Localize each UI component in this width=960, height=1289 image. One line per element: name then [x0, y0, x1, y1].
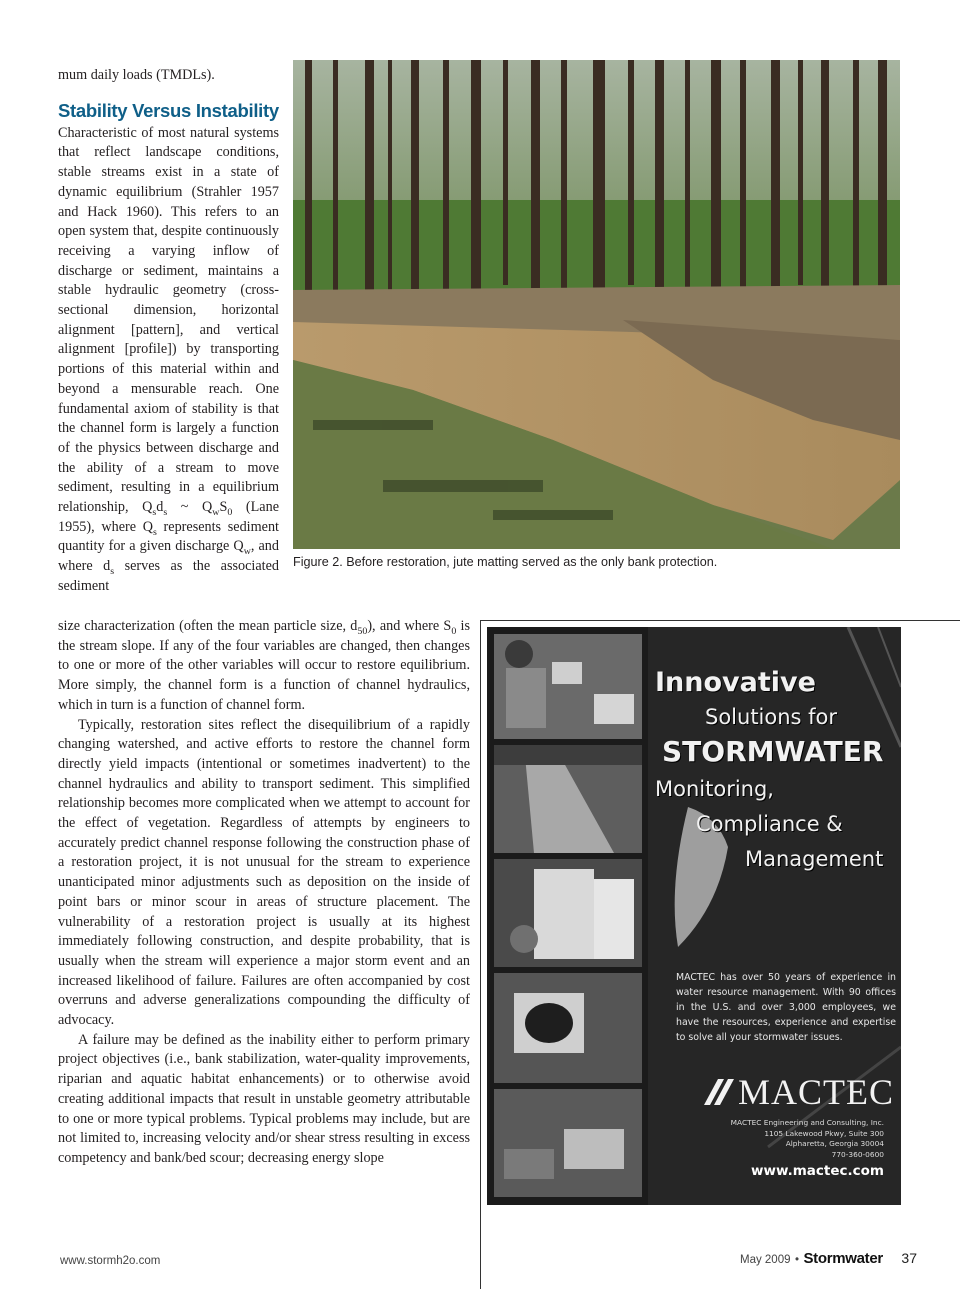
paragraph-1-cont: size characterization (often the mean particle size, $d_{50}$), and where $S_0$ is the stream slope. If any of the four variables are changed, then changes to one or more of the other variables will occur to restore equilibrium. More simply, the channel form is a function of channel hydraulics, which in turn is a function of channel form.	[58, 618, 470, 713]
mactec-logo-icon	[704, 1079, 736, 1105]
ad-address: MACTEC Engineering and Consulting, Inc. 1105 Lakewood Pkwy, Suite 300 Alpharetta, Georgia 30004 770-360-0600	[730, 1118, 884, 1160]
section-heading: Stability Versus Instability	[58, 99, 279, 121]
ad-thumb-monitor	[494, 1089, 642, 1197]
ad-headline-6: Management	[745, 847, 884, 871]
footer-website: www.stormh2o.com	[60, 1255, 161, 1267]
lead-in-text: mum daily loads (TMDLs).	[58, 67, 215, 83]
page-number: 37	[901, 1250, 917, 1266]
article-column-narrow	[58, 66, 279, 597]
ad-body-text: MACTEC has over 50 years of experience in water resource management. With 90 offices in the U.S. and over 3,000 employees, we have the resources, experience and expertise to solve all your stormwater issues.	[676, 972, 896, 1043]
footer-issue-date: May 2009	[739, 1254, 791, 1266]
ad-thumb-worker	[494, 634, 642, 739]
ad-logo: MACTEC	[738, 1072, 895, 1112]
mactec-advertisement	[487, 627, 901, 1205]
footer-issue-info	[740, 1250, 917, 1268]
ad-headline-5: Compliance &	[696, 812, 843, 836]
ad-url: www.mactec.com	[751, 1163, 884, 1179]
footer-bullet: •	[794, 1254, 799, 1266]
ad-headline-3: STORMWATER	[662, 735, 884, 768]
ad-frame-top	[480, 620, 960, 621]
paragraph-2: Typically, restoration sites reflect the disequilibrium of a rapidly changing watershed, and active efforts to restore the channel form directly yield impacts (intentional or sometimes inadvertent) to the channel hydraulics and ability to transport sediment. This simplified relationship becomes more complicated when we attempt to account for the effect of vegetation. Regardless of attempts by engineers to accurately predict channel response following the construction phase of a restoration project, it is not unusual for the stream to experience unanticipated minor adjustments such as deposition on the inside of point bars or minor scour in areas of structure placement. The vulnerability of a restoration project is usually at its highest immediately following construction, and despite probability, that is usually when the stream will experience a major storm event and an increased likelihood of failure. Failures are often accompanied by cost overruns and adverse generalizations compounding the difficulty of advocacy.	[58, 716, 470, 1029]
ad-headline-1: Innovative	[655, 667, 816, 698]
ad-headline-4: Monitoring,	[655, 777, 774, 801]
stream-photo	[293, 60, 900, 549]
ad-main-panel	[648, 627, 901, 1205]
footer-magazine-name: Stormwater	[803, 1250, 883, 1267]
ad-headline-2: Solutions for	[705, 705, 838, 729]
article-column-wide	[58, 617, 470, 1169]
paragraph-3: A failure may be defined as the inability either to perform primary project objectives (i.e., bank stabilization, water-quality improvements, riparian and aquatic habitat enhancements) or to otherwise avoid creating additional impacts that result in unstable geometry attributable to one or more typical problems. Typical problems may include, but are not limited to, increasing velocity and/or shear stress resulting in excess competency and bank/bed scour; decreasing energy slope	[58, 1031, 470, 1166]
paragraph-1: Characteristic of most natural systems that reflect landscape conditions, stable streams exist in a state of dynamic equilibrium (Strahler 1957 and Hack 1960). This refers to an open system that, despite continuously receiving a varying inflow of discharge or sediment, maintains a stable hydraulic geometry (cross-sectional dimension, horizontal alignment [pattern], and vertical alignment [profile]) by transporting portions of this material within and beyond a mensurable reach. One fundamental axiom of stability is that the channel form is largely a function of the physics between discharge and the ability of a stream to move sediment, resulting in a equilibrium relationship, $Q_sd_s$ ~ $Q_wS_0$ (Lane 1955), where $Q_s$ represents sediment quantity for a given discharge $Q_w$, and where $d_s$ serves as the associated sediment	[58, 124, 279, 594]
figure-caption: Figure 2. Before restoration, jute matting served as the only bank protection.	[293, 555, 718, 569]
ad-thumb-equipment	[494, 859, 642, 967]
ad-thumb-stream	[494, 745, 642, 853]
ad-thumb-culvert	[494, 973, 642, 1083]
ad-frame-left	[480, 620, 481, 1289]
